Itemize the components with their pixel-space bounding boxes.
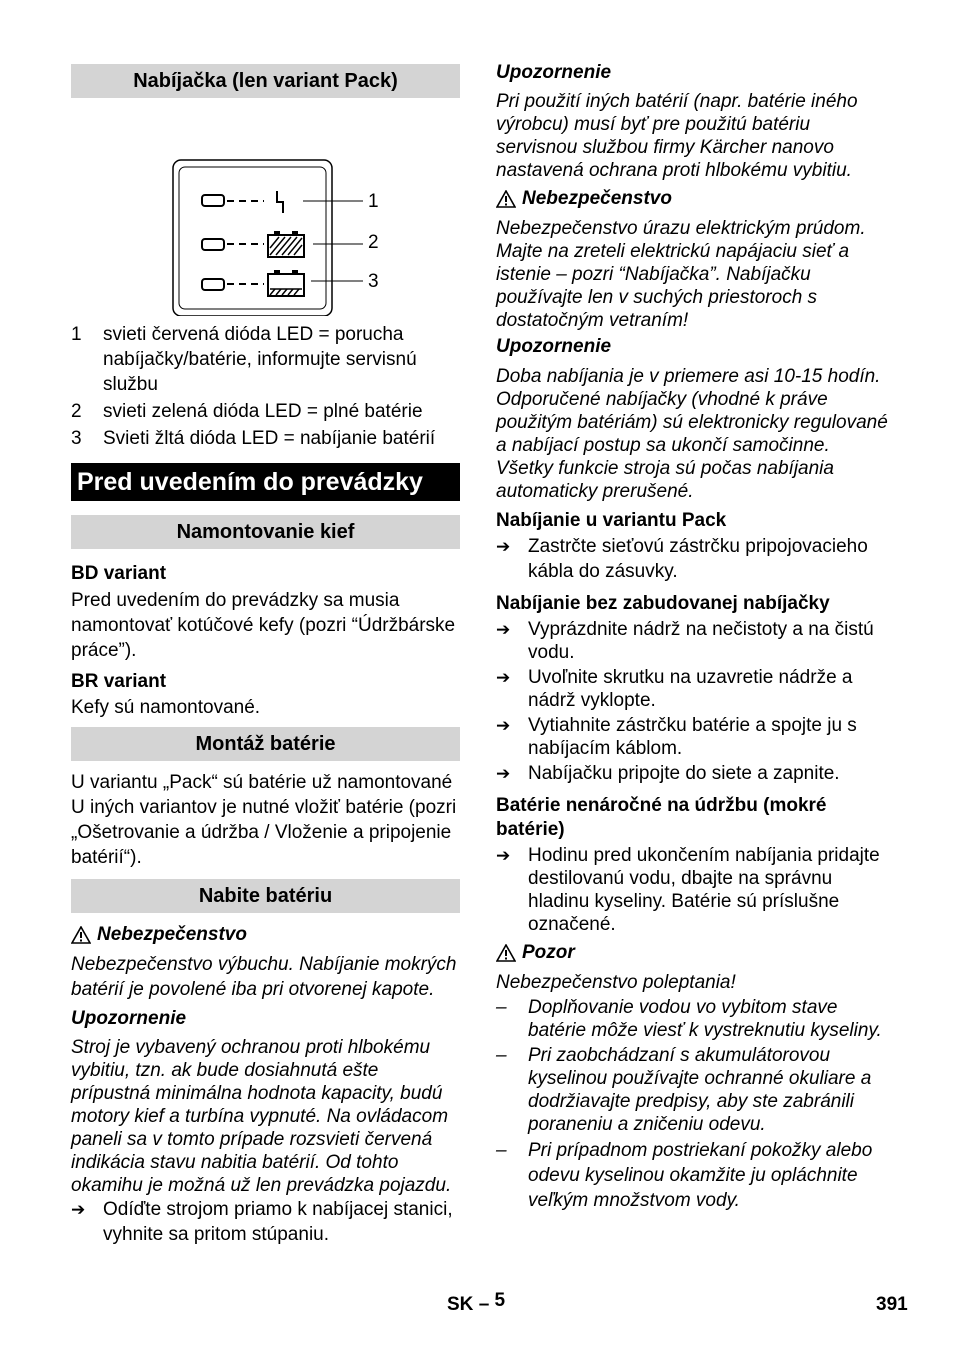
danger-text: Nebezpečenstvo úrazu elektrickým prúdom. Majte na zreteli elektrickú napájaciu sieť a istenie – pozri “Nabíjačka”. Nabíjačku používajte len v suchých priestoroch s dostatočným vetraním!: [496, 218, 866, 331]
charger-heading: Nabíjačka (len variant Pack): [71, 64, 460, 98]
danger-label: Nebezpečenstvo: [97, 924, 247, 945]
br-variant-heading: BR variant: [71, 671, 167, 692]
arrow-right-icon: ➔: [496, 846, 511, 865]
notice2-label: Upozornenie: [496, 336, 612, 357]
step-text: Zastrčte sieťovú zástrčku pripojovacieho kábla do zásuvky.: [528, 536, 868, 582]
notice2-text-3: Všetky funkcie stroja sú počas nabíjania automaticky prerušené.: [496, 458, 834, 502]
caution-item-text: Pri zaobchádzaní s akumulátorovou kyselinou používajte ochranné okuliare a dodržiavajte predpisy, aby ste zabránili poraneniu a zničeniu odevu.: [528, 1045, 872, 1135]
legend-number: 1: [71, 324, 82, 345]
legend-number: 2: [71, 401, 82, 422]
step-text: Vytiahnite zástrčku batérie a spojte ju s nabíjacím káblom.: [528, 715, 857, 759]
legend-number: 3: [71, 428, 82, 449]
led-legend: [71, 322, 460, 451]
dash-bullet: –: [496, 1140, 507, 1161]
warning-triangle-icon: [71, 926, 91, 944]
battery-mount-heading: Montáž batérie: [71, 727, 460, 761]
arrow-right-icon: ➔: [496, 716, 511, 735]
caution-item-text: Doplňovanie vodou vo vybitom stave batérie môže viesť k vystreknutiu kyseliny.: [528, 997, 882, 1041]
charger-led-figure: [71, 98, 460, 316]
caution-item-text: Pri prípadnom postriekaní pokožky alebo odevu kyselinou okamžite ju opláchnite veľkým množstvom vody.: [528, 1140, 873, 1211]
arrow-right-icon: ➔: [496, 537, 511, 556]
bd-variant-heading: BD variant: [71, 563, 167, 584]
step-item: [496, 666, 888, 712]
footer-page-number: 391: [876, 1294, 908, 1315]
pack-charging-heading: Nabíjanie u variantu Pack: [496, 510, 727, 531]
notice1-label: Upozornenie: [496, 62, 612, 83]
step-text: Odíďte strojom priamo k nabíjacej stanici, vyhnite sa pritom stúpaniu.: [103, 1199, 453, 1245]
footer-dash: –: [478, 1294, 490, 1315]
br-variant-text: Kefy sú namontované.: [71, 697, 261, 718]
step-item: [496, 714, 888, 760]
warning-triangle-icon: [496, 190, 516, 208]
arrow-right-icon: ➔: [496, 620, 511, 639]
caution-label: Pozor: [522, 942, 575, 963]
main-heading: Pred uvedením do prevádzky: [71, 463, 460, 501]
battery-mount-text-2: U iných variantov je nutné vložiť batérie (pozri „Ošetrovanie a údržba / Vloženie a pripojenie batérií“).: [71, 797, 457, 868]
notice-text: Stroj je vybavený ochranou proti hlbokému vybitiu, tzn. ak bude dosiahnutá ešte prípustná minimálna hodnota kapacity, budú motory kief a turbína vypnuté. Na ovládacom paneli sa v tomto prípade rozsvieti červená indikácia stavu nabitia batérií. Od tohto okamihu je možná už len prevádzka pojazdu.: [71, 1037, 452, 1196]
callout-1: 1: [368, 191, 379, 212]
legend-item: [71, 399, 460, 424]
legend-text: svieti červená dióda LED = porucha nabíjačky/batérie, informujte servisnú službu: [103, 324, 417, 395]
step-item: [496, 534, 888, 584]
caution-item: [496, 1044, 888, 1136]
footer-section-page: 5: [494, 1290, 506, 1311]
bd-variant-text: Pred uvedením do prevádzky sa musia namontovať kotúčové kefy (pozri “Údržbárske práce”).: [71, 590, 456, 661]
arrow-right-icon: ➔: [496, 668, 511, 687]
left-column: [71, 60, 460, 1247]
brushes-heading: Namontovanie kief: [71, 515, 460, 549]
notice1-text: Pri použití iných batérií (napr. batérie iného výrobcu) musí byť pre použitú batériu servisnou službou firmy Kärcher nanovo nastavená ochrana proti hlbokému vybitiu.: [496, 91, 858, 181]
wet-battery-heading: Batérie nenáročné na údržbu (mokré batérie): [496, 795, 827, 840]
step-text: Hodinu pred ukončením nabíjania pridajte destilovanú vodu, dbajte na správnu hladinu kyseliny. Batérie sú príslušne označené.: [528, 845, 880, 935]
caution-item: [496, 1138, 888, 1213]
charge-battery-heading: Nabite batériu: [71, 879, 460, 913]
footer-section-label: [447, 1290, 506, 1316]
arrow-right-icon: ➔: [71, 1200, 86, 1219]
warning-triangle-icon: [496, 944, 516, 962]
danger-label-row: [71, 923, 460, 947]
danger-text: Nebezpečenstvo výbuchu. Nabíjanie mokrých batérií je povolené iba pri otvorenej kapote.: [71, 954, 457, 1000]
step-item: [496, 618, 888, 664]
callout-3: 3: [368, 271, 379, 292]
danger-label: Nebezpečenstvo: [522, 188, 672, 209]
no-charger-heading: Nabíjanie bez zabudovanej nabíjačky: [496, 593, 830, 614]
step-item: [496, 762, 888, 785]
dash-bullet: –: [496, 997, 507, 1018]
callout-2: 2: [368, 232, 379, 253]
step-text: Uvoľnite skrutku na uzavretie nádrže a nádrž vyklopte.: [528, 667, 853, 711]
legend-item: [71, 322, 460, 397]
step-item: [496, 844, 888, 936]
legend-text: svieti zelená dióda LED = plné batérie: [103, 401, 423, 422]
right-column: [496, 60, 888, 1213]
arrow-right-icon: ➔: [496, 764, 511, 783]
charger-panel-illustration: [71, 98, 460, 316]
footer-section: SK: [447, 1294, 474, 1315]
step-text: Nabíjačku pripojte do siete a zapnite.: [528, 763, 840, 784]
step-text: Vyprázdnite nádrž na nečistoty a na čistú vodu.: [528, 619, 874, 663]
notice2-text-2: Odporučené nabíjačky (vhodné k práve použitým batériám) sú elektronicky regulované a nabíjací postup sa ukončí samočinne.: [496, 389, 888, 456]
notice2-text-1: Doba nabíjania je v priemere asi 10-15 hodín.: [496, 366, 881, 387]
step-item: [71, 1197, 460, 1247]
legend-text: Svieti žltá dióda LED = nabíjanie batérií: [103, 428, 436, 449]
caution-label-row: [496, 941, 888, 965]
legend-item: [71, 426, 460, 451]
danger-label-row: [496, 187, 888, 211]
notice-label: Upozornenie: [71, 1008, 187, 1029]
caution-item: [496, 996, 888, 1042]
caution-text: Nebezpečenstvo poleptania!: [496, 972, 736, 993]
dash-bullet: –: [496, 1045, 507, 1066]
battery-mount-text-1: U variantu „Pack“ sú batérie už namontované: [71, 772, 453, 793]
